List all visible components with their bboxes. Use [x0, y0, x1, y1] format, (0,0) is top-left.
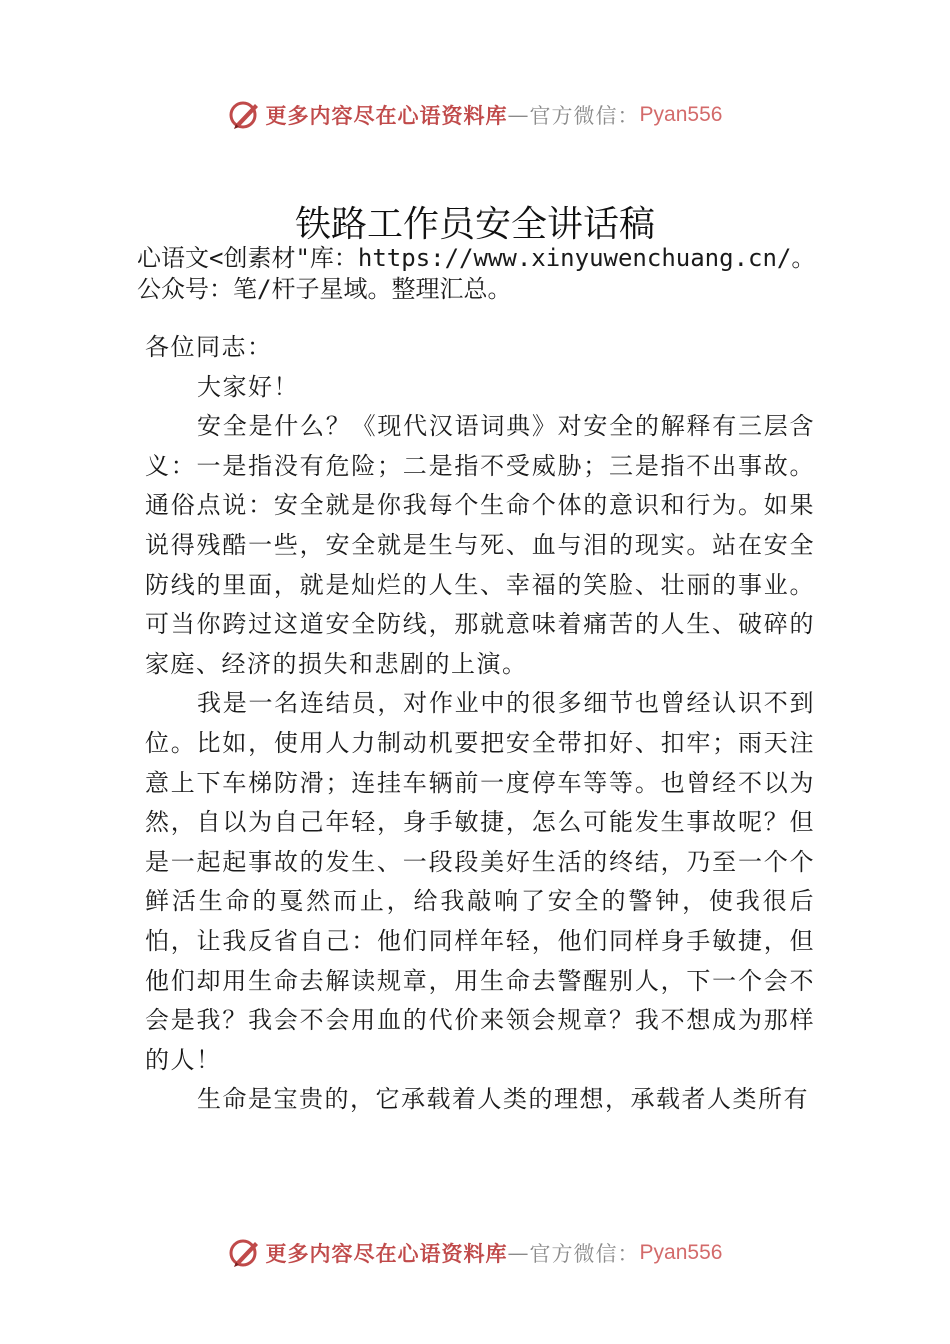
paragraph: 生命是宝贵的，它承载着人类的理想，承载者人类所有 [197, 1085, 809, 1114]
paragraph: 我是一名连结员，对作业中的很多细节也曾经认识不到位。比如，使用人力制动机要把安全带扣好、扣牢；雨天注意上下车梯防滑；连挂车辆前一度停车等等。也曾经不以为然，自以为自己年轻，身手敏捷，怎么可能发生事故呢？但是一起起事故的发生、一段段美好生活的终结，乃至一个个鲜活生命的戛然而止，给我敲响了安全的警钟，使我很后怕，让我反省自己：他们同样年轻，他们同样身手敏捷，但他们却用生命去解读规章，用生命去警醒别人，下一个会不会是我？我会不会用血的代价来领会规章？我不想成为那样的人！ [145, 689, 815, 1074]
source-note: 心语文<创素材"库：https://www.xinyuwenchuang.cn/。公众号：笔/杆子星域。整理汇总。 [137, 244, 816, 303]
document-body [145, 328, 815, 1120]
salutation: 各位同志： [145, 333, 273, 361]
header-label: 官方微信： [529, 104, 640, 128]
pen-logo-icon [228, 1236, 262, 1270]
document-title: 铁路工作员安全讲话稿 [294, 204, 655, 245]
header-separator: — [507, 103, 530, 127]
footer-banner [0, 1233, 950, 1273]
header-brand-text: 更多内容尽在心语资料库 [265, 103, 508, 128]
footer-label: 官方微信： [529, 1242, 640, 1266]
header-banner [0, 95, 950, 135]
footer-wechat-id: Pyan556 [639, 1241, 723, 1264]
footer-brand-text: 更多内容尽在心语资料库 [265, 1241, 508, 1266]
footer-separator: — [507, 1241, 530, 1265]
paragraph: 大家好！ [197, 372, 299, 401]
header-wechat-id: Pyan556 [639, 103, 723, 126]
paragraph: 安全是什么？《现代汉语词典》对安全的解释有三层含义：一是指没有危险；二是指不受威胁；三是指不出事故。 通俗点说：安全就是你我每个生命个体的意识和行为。如果说得残酷一些，安全就是生与死、血与泪的现实。站在安全防线的里面，就是灿烂的人生、幸福的笑脸、壮丽的事业。 可当你跨过这道安全防线，那就意味着痛苦的人生、破碎的家庭、经济的损失和悲剧的上演。 [145, 412, 815, 678]
pen-logo-icon [228, 98, 262, 132]
